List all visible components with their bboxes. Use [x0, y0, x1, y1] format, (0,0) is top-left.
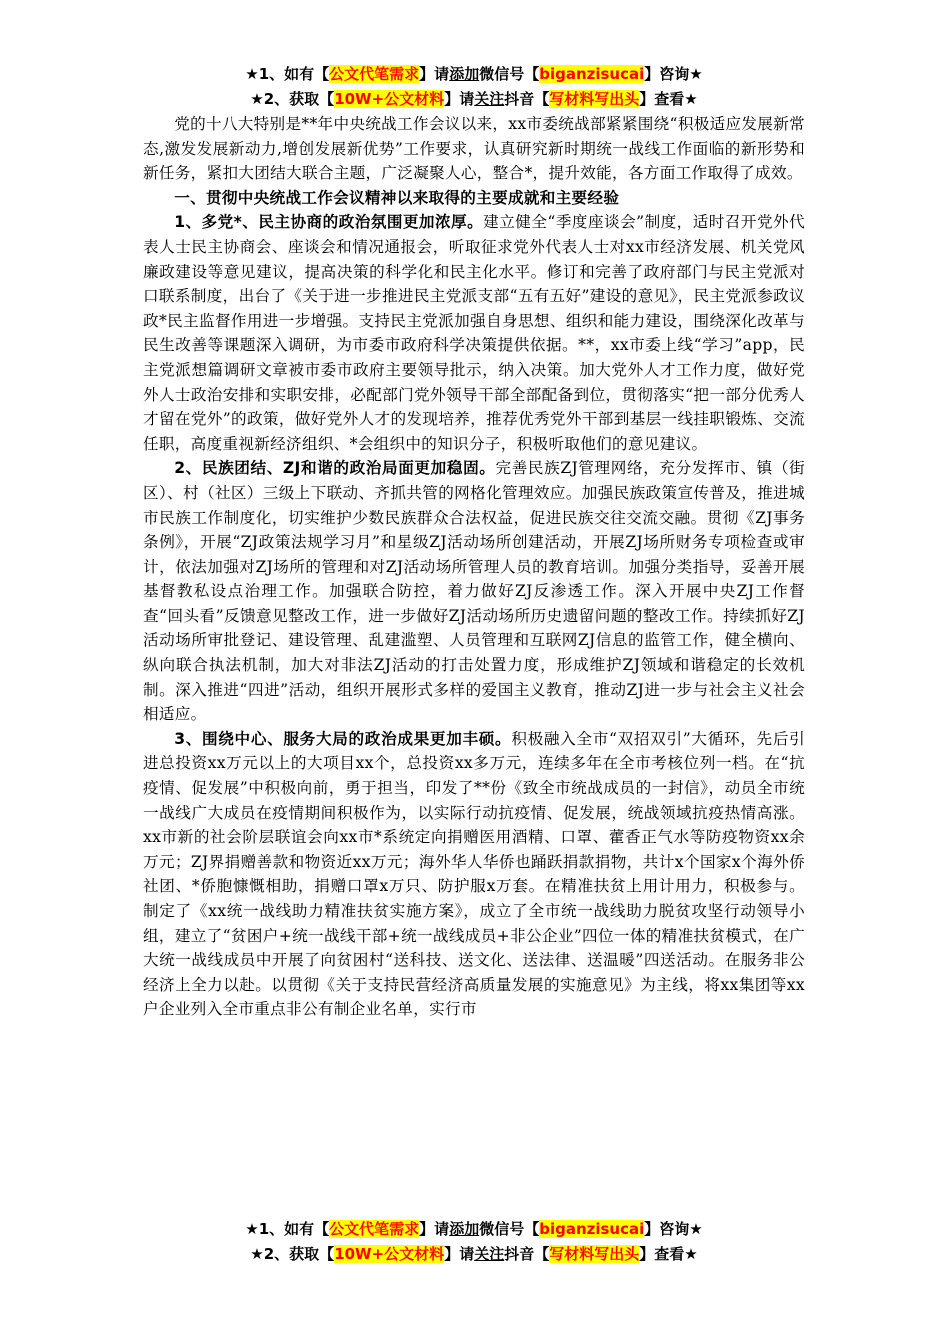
- item-3-body: 积极融入全市“双招双引”大循环，先后引进总投资xx万元以上的大项目xx个，总投资xx多万元，连续多年在全市考核位列一档。在“抗疫情、促发展”中积极向前，勇于担当，印发了**份《致全市统战成员的一封信》，动员全市统一战线广大成员在疫情期间积极作为，以实际行动抗疫情、促发展，统战领域抗疫热情高涨。xx市新的社会阶层联谊会向xx市*系统定向捐赠医用酒精、口罩、藿香正气水等防疫物资xx余万元；ZJ界捐赠善款和物资近xx万元；海外华人华侨也踊跃捐款捐物，共计x个国家x个海外侨社团、*侨胞慷慨相助，捐赠口罩x万只、防护服x万套。在精准扶贫上用计用力，积极参与。制定了《xx统一战线助力精准扶贫实施方案》，成立了全市统一战线助力脱贫攻坚行动领导小组，建立了“贫困户+统一战线干部+统一战线成员+非公企业”四位一体的精准扶贫模式，在广大统一战线成员中开展了向贫困村“送科技、送文化、送法律、送温暖”四送活动。在服务非公经济上全力以赴。以贯彻《关于支持民营经济高质量发展的实施意见》为主线，将xx集团等xx户企业列入全市重点非公有制企业名单，实行市: [143, 729, 805, 1019]
- highlight-text: 公文代笔需求: [329, 1220, 420, 1238]
- highlight-text: biganzisucai: [539, 65, 645, 83]
- promo-banner-line-2: [143, 87, 805, 112]
- item-2-body: 完善民族ZJ管理网络，充分发挥市、镇（街区）、村（社区）三级上下联动、齐抓共管的网格化管理效应。加强民族政策宣传普及，推进城市民族工作制度化，切实维护少数民族群众合法权益，促进民族交往交流交融。贯彻《ZJ事务条例》，开展“ZJ政策法规学习月”和星级ZJ活动场所创建活动，开展ZJ场所财务专项检查或审计，依法加强对ZJ场所的管理和对ZJ活动场所管理人员的教育培训。加强分类指导，妥善开展基督教私设点治理工作。加强联合防控，着力做好ZJ反渗透工作。深入开展中央ZJ工作督查“回头看”反馈意见整改工作，进一步做好ZJ活动场所历史遗留问题的整改工作。持续抓好ZJ活动场所审批登记、建设管理、乱建滥塑、人员管理和互联网ZJ信息的监管工作，健全横向、纵向联合执法机制，加大对非法ZJ活动的打击处置力度，形成维护ZJ领域和谐稳定的长效机制。深入推进“四进”活动，组织开展形式多样的爱国主义教育，推动ZJ进一步与社会主义社会相适应。: [143, 459, 805, 724]
- item-2-lead: 2、民族团结、ZJ和谐的政治局面更加稳固。: [174, 459, 496, 478]
- banner-text: ★1、如有【: [245, 65, 330, 83]
- highlight-text: 10W+公文材料: [334, 90, 445, 108]
- highlight-text: 10W+公文材料: [334, 1245, 445, 1263]
- banner-text: 】咨询★: [644, 1220, 703, 1238]
- highlight-text: biganzisucai: [539, 1220, 645, 1238]
- banner-text: ★1、如有【: [245, 1220, 330, 1238]
- item-1-body: 建立健全“季度座谈会”制度，适时召开党外代表人士民主协商会、座谈会和情况通报会，听取征求党外代表人士对xx市经济发展、机关党风廉政建设等意见建议，提高决策的科学化和民主化水平。修订和完善了政府部门与民主党派对口联系制度，出台了《关于进一步推进民主党派支部“五有五好”建设的意见》，民主党派参政议政*民主监督作用进一步增强。支持民主党派加强自身思想、组织和能力建设，围绕深化改革与民生改善等课题深入调研，为市委市政府科学决策提供依据。**，xx市委上线“学习”app，民主党派想篇调研文章被市委市政府主要领导批示，纳入决策。加大党外人才工作力度，做好党外人士政治安排和实职安排，必配部门党外领导干部全部配备到位，贯彻落实“把一部分优秀人才留在党外”的政策，做好党外人才的发现培养，推荐优秀党外干部到基层一线挂职锻炼、交流任职，高度重视新经济组织、*会组织中的知识分子，积极听取他们的意见建议。: [143, 213, 805, 453]
- item-3-lead: 3、围绕中心、服务大局的政治成果更加丰硕。: [174, 729, 512, 748]
- item-2-paragraph: [143, 456, 805, 727]
- document-page: [143, 62, 805, 1022]
- banner-text: 】请: [444, 90, 475, 108]
- banner-text: 】查看★: [639, 1245, 698, 1263]
- banner-text: 微信号【: [479, 65, 540, 83]
- banner-text: 】咨询★: [644, 65, 703, 83]
- banner-text: 】请: [419, 65, 450, 83]
- underlined-text: 添加: [449, 65, 480, 83]
- footer-banner-line-1: [143, 1217, 805, 1242]
- highlight-text: 写材料写出头: [549, 1245, 640, 1263]
- banner-text: 】查看★: [639, 90, 698, 108]
- footer-banner: [143, 1217, 805, 1267]
- banner-text: 抖音【: [504, 90, 550, 108]
- underlined-text: 关注: [474, 90, 505, 108]
- banner-text: 抖音【: [504, 1245, 550, 1263]
- section-heading: 一、贯彻中央统战工作会议精神以来取得的主要成就和主要经验: [174, 188, 620, 207]
- highlight-text: 公文代笔需求: [329, 65, 420, 83]
- underlined-text: 关注: [474, 1245, 505, 1263]
- banner-text: ★2、获取【: [250, 1245, 335, 1263]
- banner-text: 微信号【: [479, 1220, 540, 1238]
- item-1-lead: 1、多党*、民主协商的政治氛围更加浓厚。: [174, 213, 484, 232]
- banner-text: ★2、获取【: [250, 90, 335, 108]
- item-3-paragraph: [143, 727, 805, 1022]
- banner-text: 】请: [444, 1245, 475, 1263]
- highlight-text: 写材料写出头: [549, 90, 640, 108]
- intro-paragraph: 党的十八大特别是**年中央统战工作会议以来，xx市委统战部紧紧围绕“积极适应发展新常态,激发发展新动力,增创发展新优势”工作要求，认真研究新时期统一战线工作面临的新形势和新任务，紧扣大团结大联合主题，广泛凝聚人心，整合*，提升效能，各方面工作取得了成效。: [143, 115, 805, 183]
- footer-banner-line-2: [143, 1242, 805, 1267]
- promo-banner-line-1: [143, 62, 805, 87]
- banner-text: 】请: [419, 1220, 450, 1238]
- item-1-paragraph: [143, 210, 805, 456]
- underlined-text: 添加: [449, 1220, 480, 1238]
